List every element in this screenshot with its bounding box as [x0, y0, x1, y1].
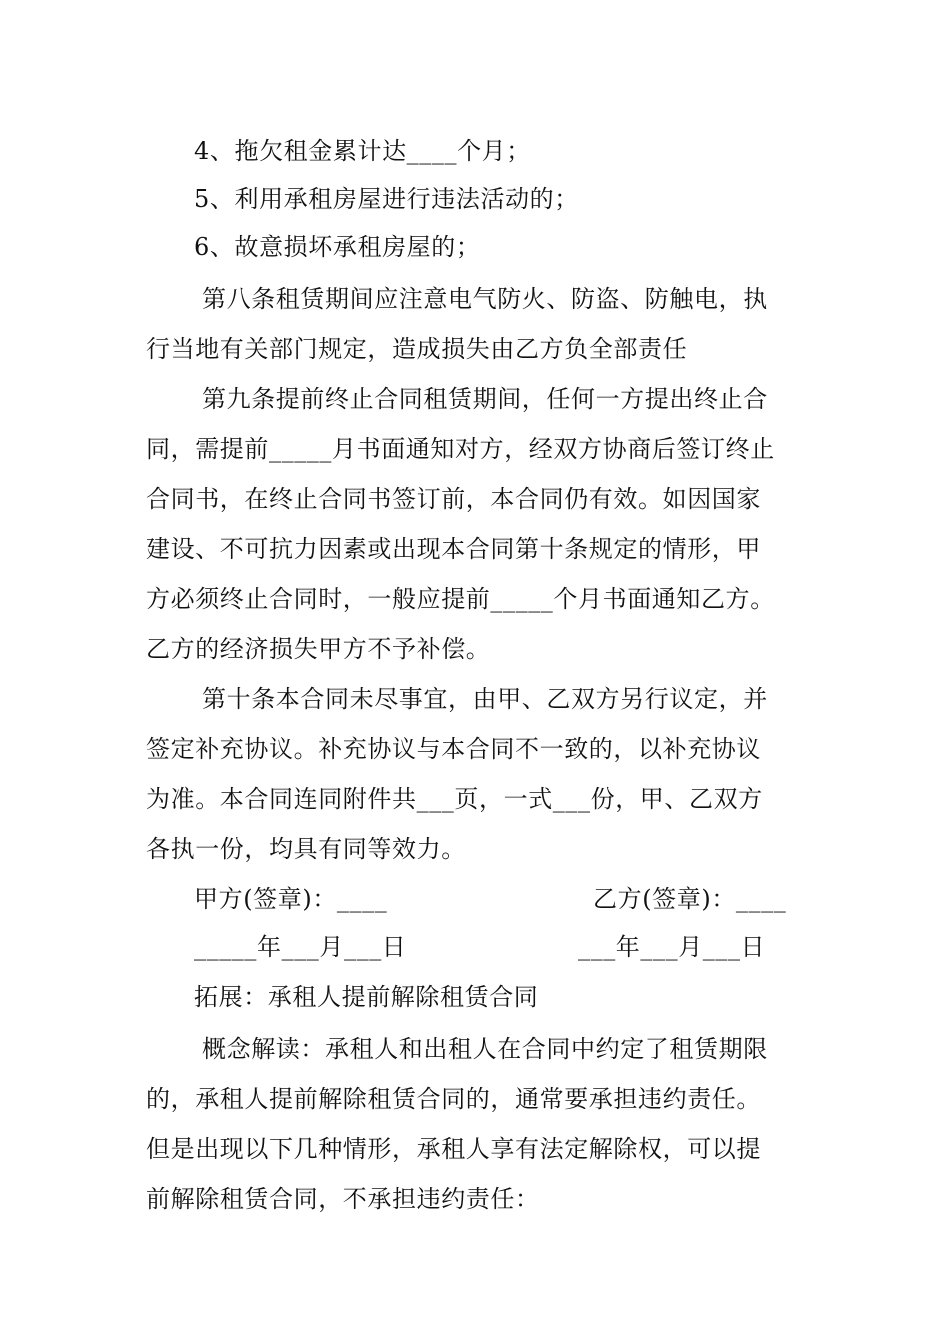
list-item-5: 5、利用承租房屋进行违法活动的； [194, 185, 579, 213]
article9-line-3: 合同书，在终止合同书签订前，本合同仍有效。如因国家 [146, 485, 761, 513]
extension-title: 拓展：承租人提前解除租赁合同 [194, 983, 539, 1011]
article10-line-2: 签定补充协议。补充协议与本合同不一致的，以补充协议 [146, 735, 761, 763]
article8-line-2: 行当地有关部门规定，造成损失由乙方负全部责任 [146, 335, 688, 363]
article9-line-2: 同，需提前_____月书面通知对方，经双方协商后签订终止 [146, 435, 775, 463]
article10-line-4: 各执一份，均具有同等效力。 [146, 835, 466, 863]
party-a-date: _____年___月___日 [194, 933, 407, 961]
article8-line-1: 第八条租赁期间应注意电气防火、防盗、防触电，执 [202, 285, 768, 313]
article9-line-5: 方必须终止合同时，一般应提前_____个月书面通知乙方。 [146, 585, 775, 613]
concept-line-2: 的，承租人提前解除租赁合同的，通常要承担违约责任。 [146, 1085, 761, 1113]
article9-line-1: 第九条提前终止合同租赁期间，任何一方提出终止合 [202, 385, 768, 413]
article10-line-3: 为准。本合同连同附件共___页，一式___份，甲、乙双方 [146, 785, 763, 813]
party-b-signature: 乙方(签章)：____ [593, 885, 787, 913]
list-item-4: 4、拖欠租金累计达____个月； [194, 137, 531, 165]
article10-line-1: 第十条本合同未尽事宜，由甲、乙双方另行议定，并 [202, 685, 768, 713]
article9-line-4: 建设、不可抗力因素或出现本合同第十条规定的情形，甲 [146, 535, 761, 563]
concept-line-4: 前解除租赁合同，不承担违约责任： [146, 1185, 540, 1213]
list-item-6: 6、故意损坏承租房屋的； [194, 233, 481, 261]
concept-line-1: 概念解读：承租人和出租人在合同中约定了租赁期限 [202, 1035, 768, 1063]
concept-line-3: 但是出现以下几种情形，承租人享有法定解除权，可以提 [146, 1135, 761, 1163]
article9-line-6: 乙方的经济损失甲方不予补偿。 [146, 635, 491, 663]
party-b-date: ___年___月___日 [578, 933, 766, 961]
party-a-signature: 甲方(签章)：____ [194, 885, 388, 913]
